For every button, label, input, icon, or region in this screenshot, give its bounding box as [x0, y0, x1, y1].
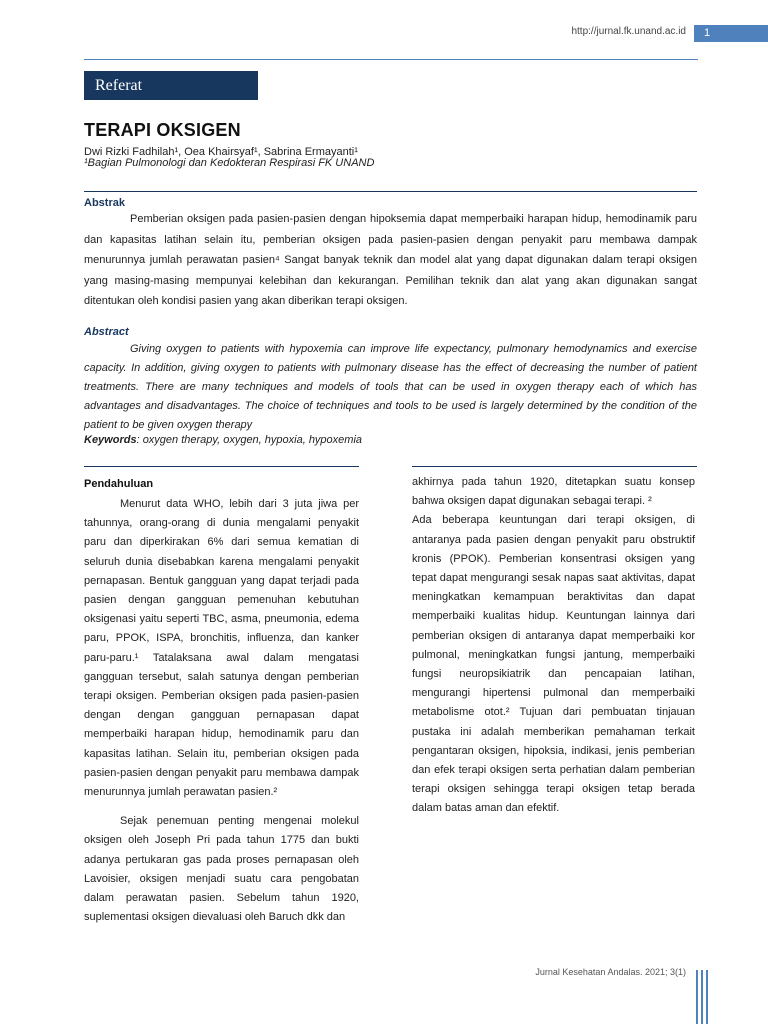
body-paragraph: Ada beberapa keuntungan dari terapi oksigen, di antaranya pada pasien dengan penyakit paru obstruktif kronis (PPOK). Pemberian konsentrasi oksigen yang tepat dapat mengurangi sesak napas saat aktivitas, dapat meningkatkan kemampuan beraktivitas dan dapat memperbaiki kualitas hidup. Keuntungan lainnya dari pemberian oksigen di antaranya dapat memperbaiki kor pulmonal, meningkatkan fungsi jantung, memperbaiki fungsi neuropsikiatrik dan pencapaian latihan, mengurangi hipertensi pulmonal dan memperbaiki metabolisme otot.² Tujuan dari pembuatan tinjauan pustaka ini adalah memberikan pemahaman terkait pengantaran oksigen, hipoksia, indikasi, jenis pemberian dan efek terapi oksigen serta perhatian dalam pemberian terapi oksigen sehingga terapi oksigen tetap berada dalam batas aman dan efektif.: [412, 514, 695, 815]
abstract-top-rule: [84, 191, 697, 192]
keywords-text: : oxygen therapy, oxygen, hypoxia, hypoxemia: [136, 434, 363, 446]
left-column: [84, 495, 359, 927]
section-heading-pendahuluan: Pendahuluan: [84, 478, 154, 490]
abstrak-text: Pemberian oksigen pada pasien-pasien dengan hipoksemia dapat memperbaiki harapan hidup, hemodinamik paru dan kapasitas latihan selain itu, pemberian oksigen pada pasien-pasien dengan penyakit paru membawa dampak menurunnya jumlah perawatan pasien⁴ Sangat banyak teknik dan model alat yang dapat digunakan dalam terapi oksigen yang masing-masing mempunyai kelebihan dan kekurangan. Pemilihan teknik dan alat yang akan digunakan sangat ditentukan oleh kondisi pasien yang akan diberikan terapi oksigen.: [84, 213, 697, 307]
authors: Dwi Rizki Fadhilah¹, Oea Khairsyaf¹, Sabrina Ermayanti¹: [84, 146, 358, 158]
journal-citation: Jurnal Kesehatan Andalas. 2021; 3(1): [535, 967, 686, 977]
page-number: 1: [704, 27, 711, 39]
footer-bar: [696, 970, 698, 1024]
footer-bar: [706, 970, 708, 1024]
header-rule: [84, 59, 698, 60]
keywords-line: [84, 434, 362, 446]
page-number-box: [694, 25, 768, 42]
body-paragraph: akhirnya pada tahun 1920, ditetapkan suatu konsep bahwa oksigen dapat digunakan sebagai terapi. ²: [412, 476, 695, 508]
abstract-text: Giving oxygen to patients with hypoxemia can improve life expectancy, pulmonary hemodynamics and exercise capacity. In addition, giving oxygen to patients with pulmonary disease has the effect of decreasing the number of patient treatments. There are many techniques and models of tools that can be used in oxygen therapy each of which has advantages and disadvantages. The choice of techniques and tools to be used is largely determined by the condition of the patient to be given oxygen therapy: [84, 343, 697, 431]
affiliation: ¹Bagian Pulmonologi dan Kedokteran Respirasi FK UNAND: [84, 157, 375, 169]
abstrak-heading: Abstrak: [84, 197, 125, 209]
keywords-label: Keywords: [84, 434, 137, 446]
left-column-rule: [84, 466, 359, 467]
journal-url[interactable]: http://jurnal.fk.unand.ac.id: [571, 26, 686, 37]
right-column: [412, 473, 695, 819]
right-column-rule: [412, 466, 697, 467]
body-paragraph: Menurut data WHO, lebih dari 3 juta jiwa per tahunnya, orang-orang di dunia mengalami penyakit paru dan diperkirakan 6% dari semua kematian di seluruh dunia disebabkan karena mengalami penyakit pernapasan. Bentuk gangguan yang dapat terjadi pada pasien dengan gangguan pemenuhan kebutuhan oksigenasi yaitu seperti TBC, asma, pneumonia, edema paru, PPOK, ISPA, bronchitis, influenza, dan kanker paru-paru.¹ Tatalaksana awal dalam mengatasi gangguan tersebut, salah satunya dengan pemberian terapi oksigen. Pemberian oksigen pada pasien-pasien dengan dengan gangguan pernapasan dapat memperbaiki harapan hidup, hemodinamik paru dan kapasitas latihan. Selain itu, pemberian oksigen pada pasien-pasien dengan penyakit paru membawa dampak menurunnya jumlah perawatan pasien.²: [84, 498, 359, 799]
footer-bar: [701, 970, 703, 1024]
body-paragraph: Sejak penemuan penting mengenai molekul oksigen oleh Joseph Pri pada tahun 1775 dan bukti adanya pertukaran gas pada proses pernapasan oleh Lavoisier, oksigen menjadi suatu cara pengobatan dalam perawatan pasien. Sebelum tahun 1920, suplementasi oksigen dievaluasi oleh Baruch dkk dan: [84, 815, 359, 924]
abstract-heading: Abstract: [84, 326, 129, 338]
article-title: TERAPI OKSIGEN: [84, 120, 241, 140]
article-type-badge: Referat: [84, 71, 258, 100]
